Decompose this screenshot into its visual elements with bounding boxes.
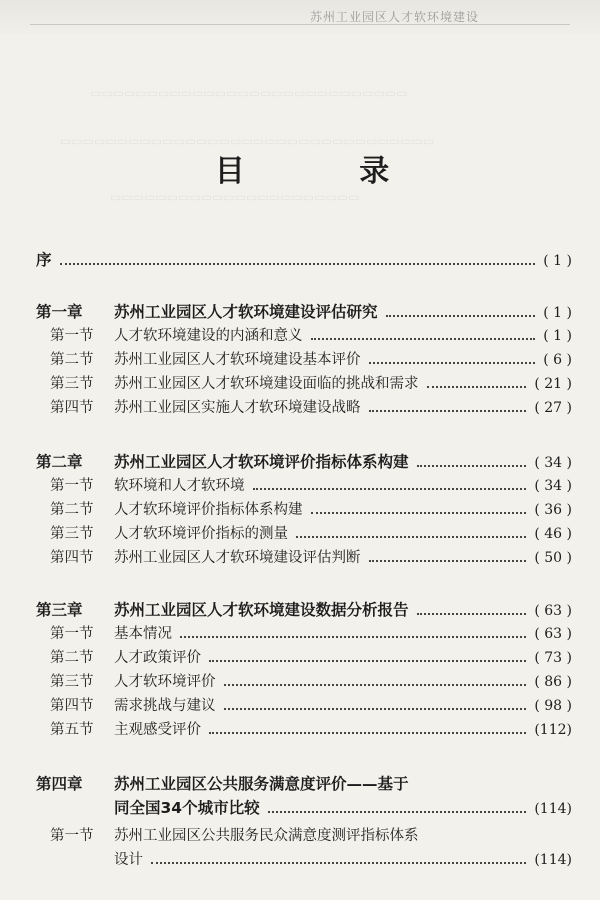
entry-number: 第四章 (36, 775, 83, 793)
bleed-through-text: ▭▭▭▭▭▭▭▭▭▭▭▭▭▭▭▭▭▭▭▭▭▭▭▭▭▭▭▭▭▭▭▭▭ (60, 134, 435, 148)
leader-dots (427, 386, 527, 388)
toc-entry-section[interactable] (50, 476, 572, 496)
toc-entry-section-4-1-cont[interactable] (114, 850, 572, 870)
entry-page: ( 6 ) (543, 352, 572, 368)
entry-page: ( 98 ) (534, 698, 572, 714)
entry-number: 第二章 (36, 453, 83, 471)
bleed-through-text: ▭▭▭▭▭▭▭▭▭▭▭▭▭▭▭▭▭▭▭▭▭▭ (110, 190, 360, 204)
running-header: 苏州工业园区人才软环境建设 (310, 10, 480, 24)
toc-entry-chapter-3[interactable] (36, 600, 572, 621)
toc-entry-preface[interactable] (36, 250, 572, 271)
entry-page: ( 63 ) (534, 603, 572, 619)
entry-page: (114) (534, 852, 572, 868)
toc-entry-section[interactable] (50, 398, 572, 418)
entry-number: 第二节 (50, 502, 94, 518)
entry-number: 第一章 (36, 303, 83, 321)
entry-title: 苏州工业园区实施人才软环境建设战略 (114, 400, 361, 416)
entry-number: 第四节 (50, 550, 94, 566)
entry-title: 人才软环境评价指标体系构建 (114, 502, 303, 518)
toc-entry-section[interactable] (50, 524, 572, 544)
header-rule (30, 24, 570, 25)
entry-page: ( 63 ) (534, 626, 572, 642)
toc-entry-chapter-4-cont[interactable] (114, 798, 572, 819)
toc-entry-section[interactable] (50, 672, 572, 692)
toc-entry-section[interactable] (50, 548, 572, 568)
bleed-through-text: ▭▭▭▭▭▭▭▭▭▭▭▭▭▭▭▭▭▭▭▭▭▭▭▭▭▭▭▭ (90, 86, 408, 100)
entry-title: 苏州工业园区人才软环境建设面临的挑战和需求 (114, 376, 419, 392)
leader-dots (224, 708, 527, 710)
leader-dots (386, 315, 536, 317)
entry-page: ( 1 ) (543, 253, 572, 269)
toc-entry-section-4-1[interactable] (50, 824, 419, 845)
entry-number: 序 (36, 251, 52, 269)
entry-page: ( 73 ) (534, 650, 572, 666)
entry-title-line2: 设计 (114, 852, 143, 868)
entry-title-line1: 苏州工业园区公共服务民众满意度测评指标体系 (114, 828, 419, 844)
entry-page: ( 46 ) (534, 526, 572, 542)
entry-page: ( 21 ) (534, 376, 572, 392)
entry-title: 苏州工业园区人才软环境建设数据分析报告 (114, 601, 409, 619)
leader-dots (209, 660, 526, 662)
toc-entry-section[interactable] (50, 720, 572, 740)
entry-page: ( 50 ) (534, 550, 572, 566)
leader-dots (369, 362, 536, 364)
entry-number: 第二节 (50, 352, 94, 368)
leader-dots (417, 465, 527, 467)
leader-dots (180, 636, 526, 638)
toc-entry-section[interactable] (50, 374, 572, 394)
leader-dots (268, 811, 527, 813)
leader-dots (369, 560, 527, 562)
entry-number: 第三节 (50, 674, 94, 690)
running-header-strip (0, 0, 600, 34)
leader-dots (60, 263, 536, 265)
entry-title: 人才软环境评价 (114, 674, 216, 690)
leader-dots (311, 338, 536, 340)
entry-title: 人才软环境建设的内涵和意义 (114, 328, 303, 344)
entry-number: 第五节 (50, 722, 94, 738)
toc-entry-section[interactable] (50, 350, 572, 370)
toc-entry-section[interactable] (50, 624, 572, 644)
entry-number: 第一节 (50, 328, 94, 344)
entry-title: 主观感受评价 (114, 722, 201, 738)
leader-dots (224, 684, 527, 686)
leader-dots (209, 732, 526, 734)
entry-title: 苏州工业园区人才软环境建设评估研究 (114, 303, 378, 321)
entry-page: (114) (534, 801, 572, 817)
entry-title: 基本情况 (114, 626, 172, 642)
toc-entry-chapter-1[interactable] (36, 302, 572, 323)
entry-number: 第四节 (50, 698, 94, 714)
toc-entry-section[interactable] (50, 500, 572, 520)
leader-dots (296, 536, 526, 538)
entry-title: 人才政策评价 (114, 650, 201, 666)
entry-number: 第一节 (50, 626, 94, 642)
entry-page: ( 86 ) (534, 674, 572, 690)
entry-number: 第二节 (50, 650, 94, 666)
toc-entry-section[interactable] (50, 648, 572, 668)
entry-number: 第四节 (50, 400, 94, 416)
entry-page: ( 34 ) (534, 455, 572, 471)
entry-title: 苏州工业园区人才软环境建设评估判断 (114, 550, 361, 566)
leader-dots (417, 613, 527, 615)
toc-entry-chapter-2[interactable] (36, 452, 572, 473)
entry-page: ( 34 ) (534, 478, 572, 494)
entry-page: (112) (534, 722, 572, 738)
entry-title-line2: 同全国34个城市比较 (114, 799, 260, 817)
toc-entry-chapter-4[interactable] (36, 772, 409, 794)
entry-title-line1: 苏州工业园区公共服务满意度评价——基于 (114, 775, 409, 793)
toc-title: 目 录 (214, 154, 442, 189)
entry-number: 第三节 (50, 376, 94, 392)
entry-title: 人才软环境评价指标的测量 (114, 526, 288, 542)
entry-title: 苏州工业园区人才软环境建设基本评价 (114, 352, 361, 368)
leader-dots (253, 488, 527, 490)
toc-entry-section[interactable] (50, 696, 572, 716)
toc-entry-section[interactable] (50, 326, 572, 346)
entry-page: ( 1 ) (543, 328, 572, 344)
leader-dots (311, 512, 527, 514)
entry-title: 需求挑战与建议 (114, 698, 216, 714)
entry-number: 第三节 (50, 526, 94, 542)
entry-page: ( 27 ) (534, 400, 572, 416)
entry-number: 第一节 (50, 828, 94, 844)
entry-page: ( 36 ) (534, 502, 572, 518)
leader-dots (369, 410, 527, 412)
entry-number: 第一节 (50, 478, 94, 494)
entry-page: ( 1 ) (543, 305, 572, 321)
entry-number: 第三章 (36, 601, 83, 619)
leader-dots (151, 862, 526, 864)
entry-title: 苏州工业园区人才软环境评价指标体系构建 (114, 453, 409, 471)
entry-title: 软环境和人才软环境 (114, 478, 245, 494)
